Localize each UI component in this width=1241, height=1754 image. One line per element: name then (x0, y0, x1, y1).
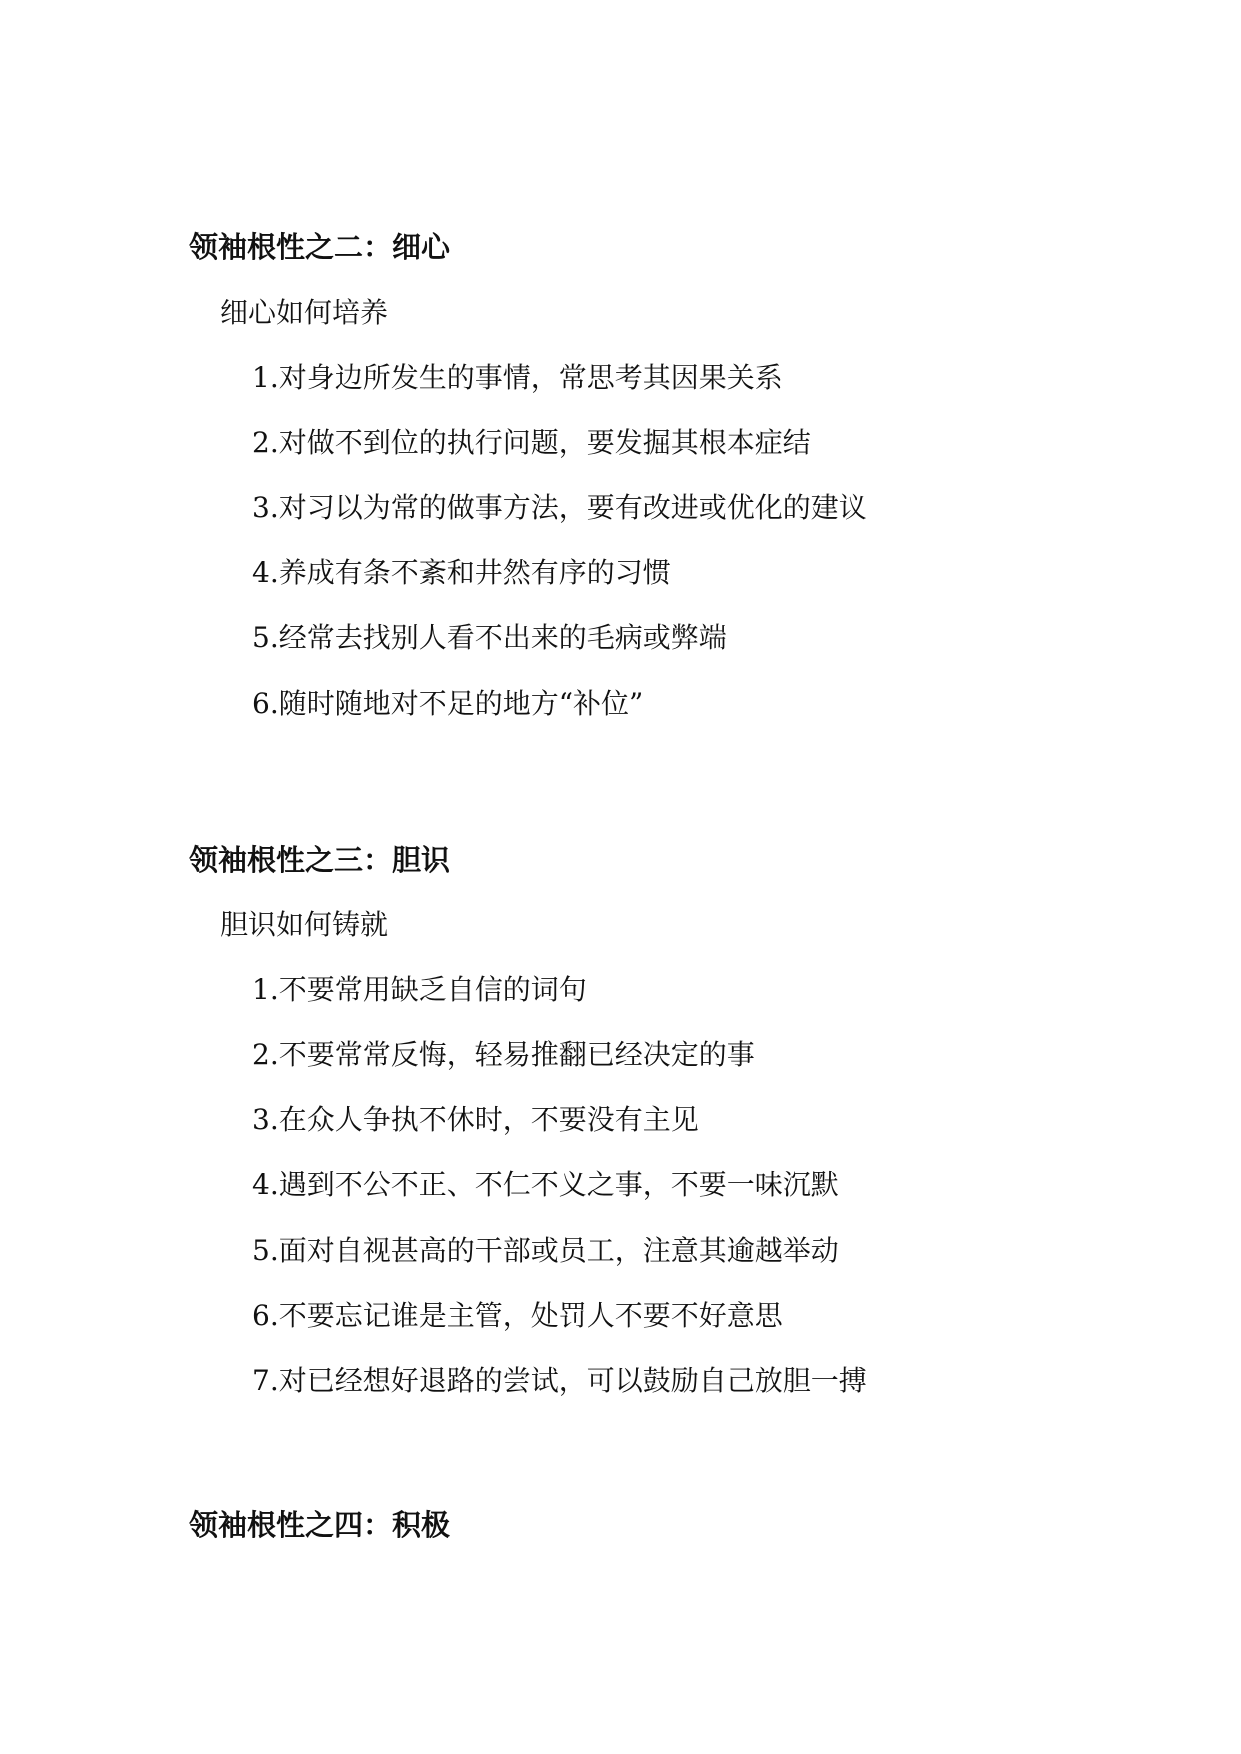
list-item: 1.不要常用缺乏自信的词句 (252, 973, 587, 1006)
list-item: 4.养成有条不紊和井然有序的习惯 (252, 556, 671, 589)
list-item: 5.面对自视甚高的干部或员工，注意其逾越举动 (252, 1234, 839, 1267)
section-subheading: 细心如何培养 (220, 296, 389, 329)
list-item: 2.对做不到位的执行问题，要发掘其根本症结 (252, 426, 811, 459)
list-item: 2.不要常常反悔，轻易推翻已经决定的事 (252, 1038, 755, 1071)
section-subheading: 胆识如何铸就 (220, 908, 389, 941)
list-item: 3.在众人争执不休时，不要没有主见 (252, 1103, 699, 1136)
list-item: 7.对已经想好退路的尝试，可以鼓励自己放胆一搏 (252, 1364, 867, 1397)
list-item: 1.对身边所发生的事情，常思考其因果关系 (252, 361, 783, 394)
section-heading: 领袖根性之三：胆识 (189, 843, 451, 877)
list-item: 4.遇到不公不正、不仁不义之事，不要一味沉默 (252, 1168, 839, 1201)
list-item: 5.经常去找别人看不出来的毛病或弊端 (252, 621, 727, 654)
section-heading: 领袖根性之二：细心 (189, 230, 451, 264)
list-item: 6.不要忘记谁是主管，处罚人不要不好意思 (252, 1299, 783, 1332)
list-item: 3.对习以为常的做事方法，要有改进或优化的建议 (252, 491, 867, 524)
list-item: 6.随时随地对不足的地方“补位” (252, 687, 644, 720)
section-heading: 领袖根性之四：积极 (189, 1508, 451, 1542)
